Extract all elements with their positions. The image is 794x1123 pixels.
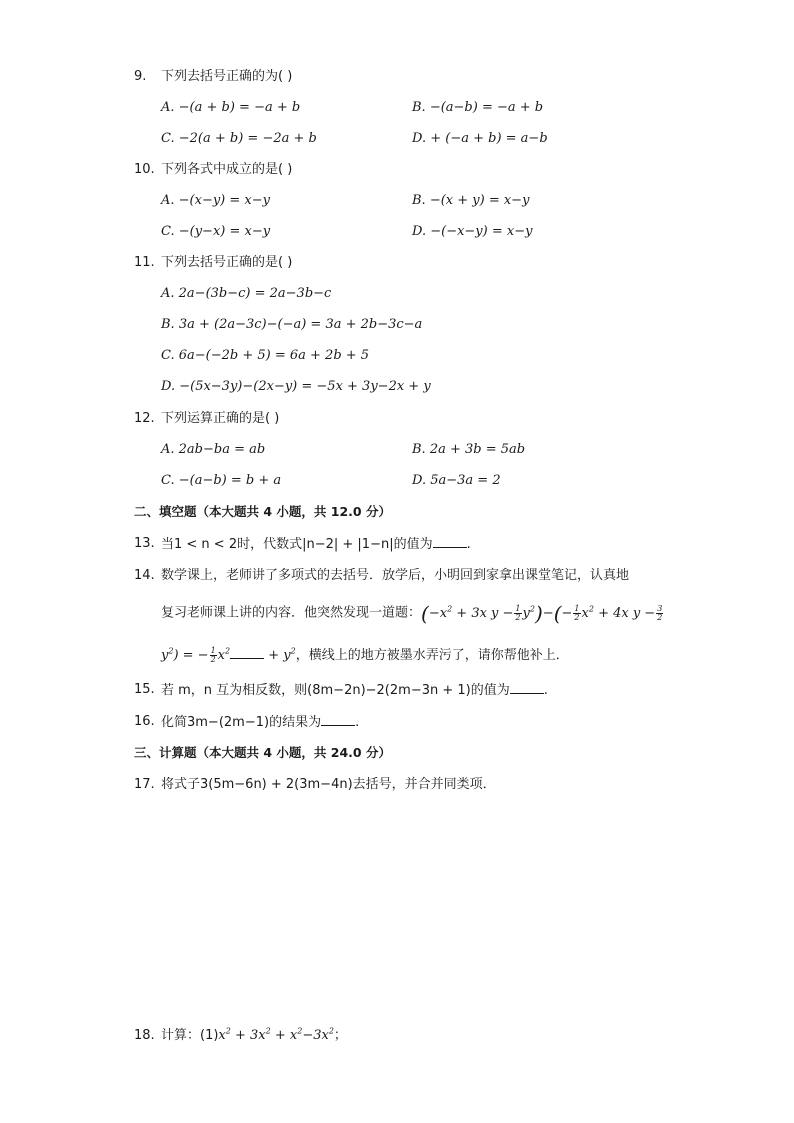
question-stem: 下列各式中成立的是( ) [161,162,293,177]
question-text: 当1 < n < 2时，代数式|n−2| + |1−n|的值为 . [161,537,471,552]
option-b: B. −(x + y) = x−y [412,193,530,208]
question-stem: 下列去括号正确的是( ) [161,255,293,270]
question-number: 12. [134,411,155,426]
option-b: B. 2a + 3b = 5ab [412,442,526,457]
option-a: A. 2ab−ba = ab [161,442,266,457]
question-text: 化简3m−(2m−1)的结果为 . [161,715,360,730]
option-b: B. −(a−b) = −a + b [412,100,544,115]
option-c: C. 6a−(−2b + 5) = 6a + 2b + 5 [161,348,370,363]
option-d: D. + (−a + b) = a−b [412,131,548,146]
question-text: 若 m，n 互为相反数，则(8m−2n)−2(2m−3n + 1)的值为 . [161,683,548,698]
question-number: 13. [134,536,155,551]
question-stem: 下列运算正确的是( ) [161,411,280,426]
question-number: 14. [134,568,155,583]
option-c: C. −(y−x) = x−y [161,224,271,239]
option-c: C. −2(a + b) = −2a + b [161,131,317,146]
option-a: A. −(a + b) = −a + b [161,100,301,115]
question-number: 15. [134,682,155,697]
answer-blank [510,681,544,694]
option-c: C. −(a−b) = b + a [161,473,282,488]
expression: ($-x^2 + 3x$ y − $\frac{1}{2}$ $y^2)-(-$ $\frac{1}{2}$ $x^2 + 4x$ y − $\frac{3}{2}$ [421,601,663,625]
question-text: 计算：$(1)x^2 + 3x^2 + x^2-3x^2$； [161,1026,347,1043]
question-number: 11. [134,255,155,270]
option-b: B. 3a + (2a−3c)−(−a) = 3a + 2b−3c−a [161,317,423,332]
answer-blank [321,713,355,726]
option-d: D. −(5x−3y)−(2x−y) = −5x + 3y−2x + y [161,379,431,394]
section-heading-fill-in: 二、填空题（本大题共 4 小题，共 12.0 分） [134,504,391,519]
question-text-line-3: $y^2$) = − $\frac{1}{2}$ $x^2 + y^2$，横线上的地方被墨水弄污了，请你帮他补上． [161,646,569,664]
option-d: D. 5a−3a = 2 [412,473,501,488]
option-d: D. −(−x−y) = x−y [412,224,533,239]
answer-blank [230,646,264,659]
question-text-line-1: 数学课上，老师讲了多项式的去括号．放学后，小明回到家拿出课堂笔记，认真地 [161,568,630,583]
answer-blank [433,535,467,548]
question-stem: 下列去括号正确的为( ) [161,69,293,84]
question-number: 10. [134,162,155,177]
question-number: 17. [134,777,155,792]
option-a: A. −(x−y) = x−y [161,193,270,208]
option-a: A. 2a−(3b−c) = 2a−3b−c [161,286,332,301]
question-text-line-2: 复习老师课上讲的内容．他突然发现一道题：($-x^2 + 3x$ y − $\frac{1}{2}$ $y^2)-(-$ $\frac{1}{2}$ $x^2 + 4x$ y − $\frac{3}{2}$ [161,601,663,625]
question-text: 将式子3(5m−6n) + 2(3m−4n)去括号，并合并同类项． [161,777,496,792]
question-number: 18. [134,1028,155,1043]
question-number: 16. [134,714,155,729]
section-heading-calculation: 三、计算题（本大题共 4 小题，共 24.0 分） [134,745,391,760]
question-number: 9. [134,69,147,84]
